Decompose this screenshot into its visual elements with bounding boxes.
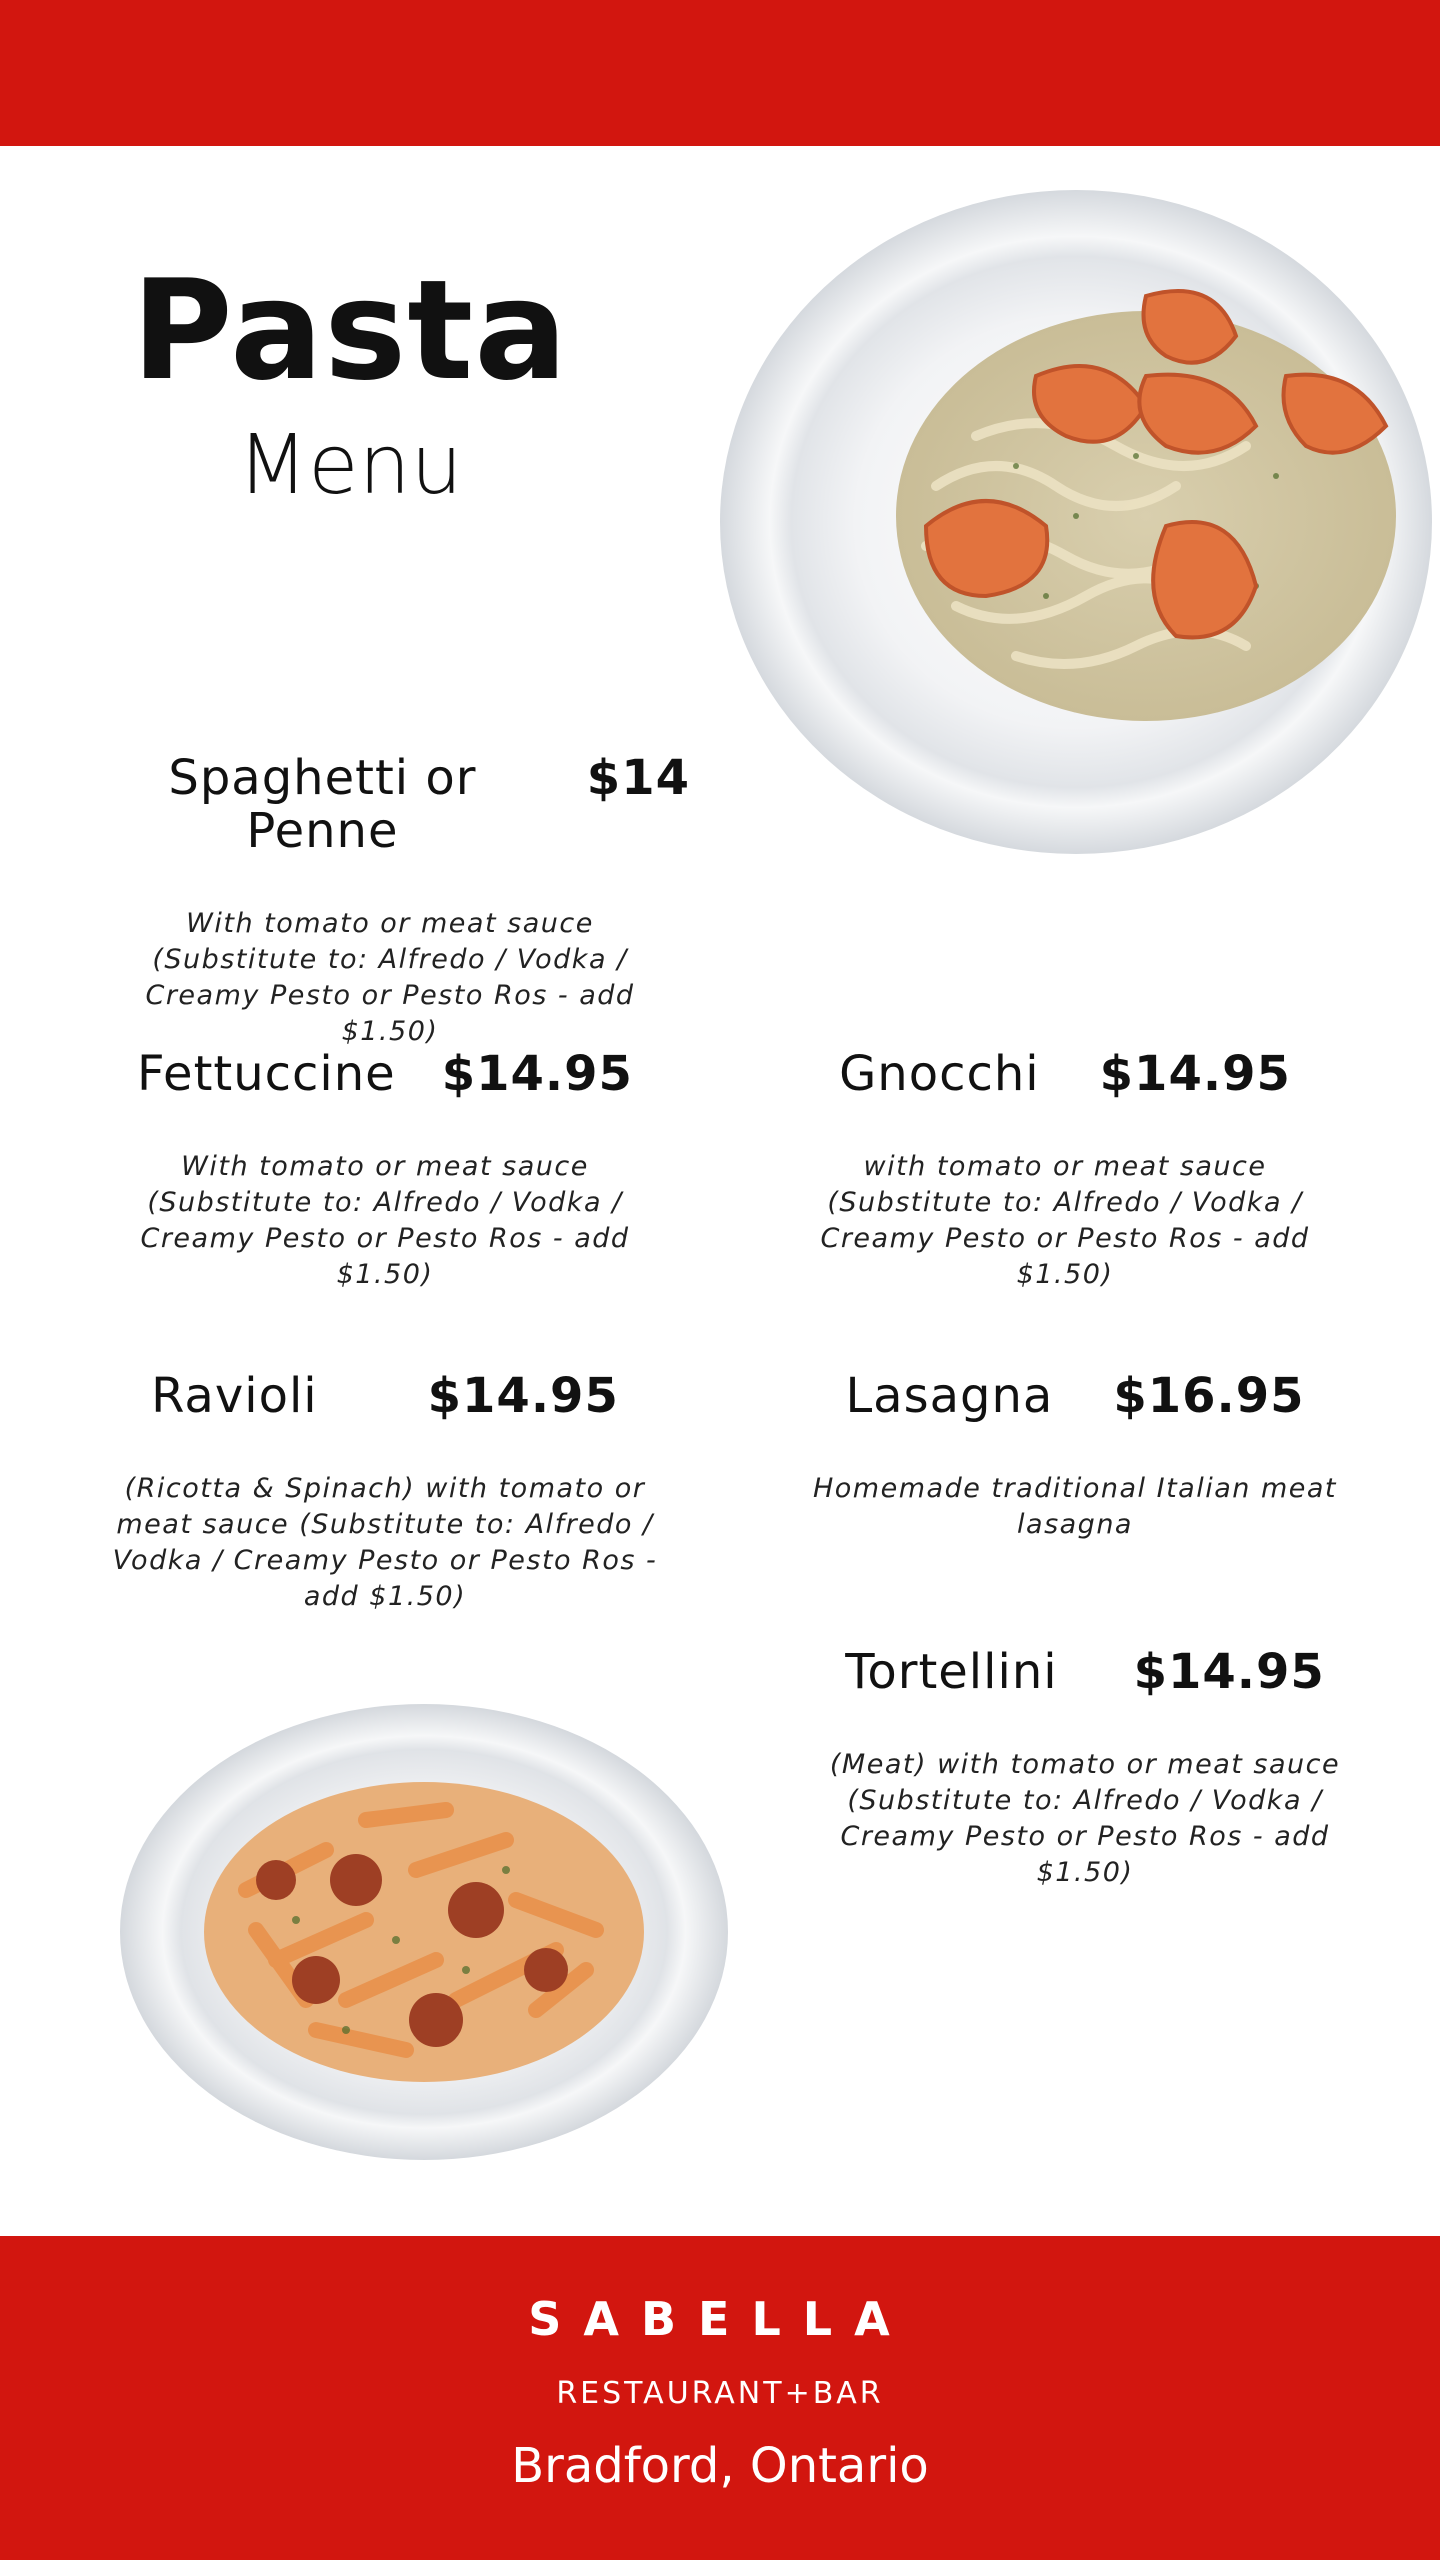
item-price: $14.95: [441, 1046, 633, 1102]
menu-item-ravioli: [90, 1370, 680, 1615]
item-name: Lasagna: [845, 1368, 1054, 1424]
penne-meatballs-plate-image: [116, 1700, 732, 2164]
item-description: (Meat) with tomato or meat sauce (Substitute to: Alfredo / Vodka / Creamy Pesto or Pesto Ros - add $1.50): [829, 1748, 1341, 1888]
shrimp-fettuccine-plate-image: [716, 186, 1440, 858]
item-price: $16.95: [1113, 1368, 1305, 1424]
item-description: with tomato or meat sauce (Substitute to: Alfredo / Vodka / Creamy Pesto or Pesto Ros - add $1.50): [820, 1150, 1310, 1290]
footer-band: [0, 2236, 1440, 2560]
item-name: Fettuccine: [137, 1046, 396, 1102]
item-name: Gnocchi: [839, 1046, 1040, 1102]
item-price: $14.95: [1099, 1046, 1291, 1102]
item-name: Ravioli: [151, 1368, 318, 1424]
item-description: (Ricotta & Spinach) with tomato or meat sauce (Substitute to: Alfredo / Vodka / Creamy Pesto or Pesto Ros - add $1.50): [112, 1472, 658, 1612]
item-price: $14: [586, 750, 690, 806]
page-title: Pasta: [131, 250, 569, 411]
brand-tagline: RESTAURANT+BAR: [556, 2376, 884, 2411]
item-price: $14.95: [427, 1368, 619, 1424]
item-name: Spaghetti or Penne: [168, 750, 477, 859]
menu-item-gnocchi: [770, 1048, 1360, 1293]
restaurant-location: Bradford, Ontario: [511, 2438, 929, 2494]
item-description: With tomato or meat sauce (Substitute to: Alfredo / Vodka / Creamy Pesto or Pesto Ros - add $1.50): [140, 1150, 630, 1290]
page-subtitle: Menu: [237, 418, 463, 513]
top-accent-band: [0, 0, 1440, 146]
item-description: Homemade traditional Italian meat lasagna: [812, 1472, 1338, 1540]
menu-item-lasagna: [780, 1370, 1370, 1543]
item-description: With tomato or meat sauce (Substitute to: Alfredo / Vodka / Creamy Pesto or Pesto Ros - add $1.50): [145, 907, 635, 1047]
item-price: $14.95: [1133, 1644, 1325, 1700]
menu-item-tortellini: [790, 1646, 1380, 1891]
item-name: Tortellini: [845, 1644, 1058, 1700]
menu-item-fettuccine: [90, 1048, 680, 1293]
brand-name: SABELLA: [528, 2292, 912, 2346]
menu-item-spaghetti: [90, 752, 690, 1050]
